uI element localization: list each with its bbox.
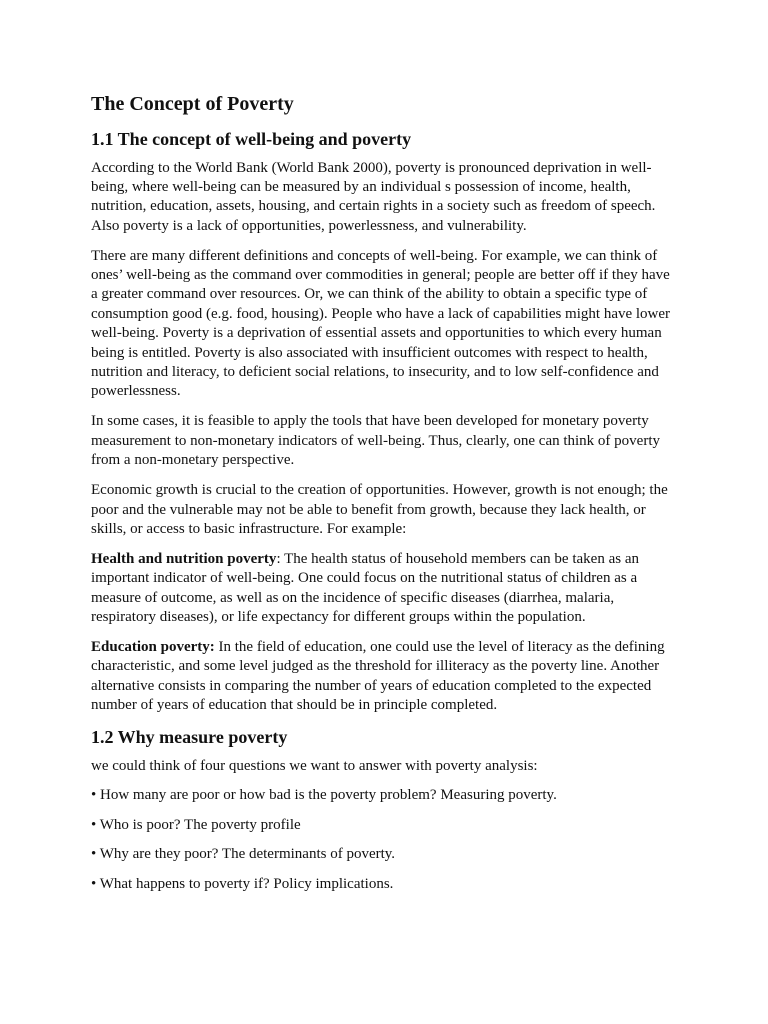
list-item: • Why are they poor? The determinants of poverty.	[91, 846, 396, 863]
list-item: • How many are poor or how bad is the poverty problem? Measuring poverty.	[91, 787, 557, 804]
section-1-paragraph-1: According to the World Bank (World Bank 2000), poverty is pronounced deprivation in well-being, where well-being can be measured by an individual s possession of income, health, nutrition, education, assets, housing, and certain rights in a society such as freedom of speech. Also poverty is a lack of opportunities, powerlessness, and vulnerability.	[91, 159, 656, 234]
health-poverty-lead: Health and nutrition poverty	[91, 550, 277, 567]
section-2-heading: 1.2 Why measure poverty	[91, 727, 288, 748]
list-item: • What happens to poverty if? Policy implications.	[91, 875, 394, 892]
health-poverty-text: : The health status of household members can be taken as an important indicator of well-being. One could focus on the nutritional status of children as a measure of outcome, as well as on the incidence of specific diseases (diarrhea, malaria, respiratory diseases), or life expectancy for different groups within the population.	[91, 550, 639, 626]
education-poverty-text: In the field of education, one could use the level of literacy as the defining characteristic, and some level judged as the threshold for illiteracy as the poverty line. Another alternative consists in comparing the number of years of education completed to the expected number of years of education that should be in principle completed.	[91, 638, 665, 714]
section-1-paragraph-4: Economic growth is crucial to the creation of opportunities. However, growth is not enough; the poor and the vulnerable may not be able to benefit from growth, because they lack health, or skills, or access to basic infrastructure. For example:	[91, 482, 668, 537]
education-poverty-lead: Education poverty:	[91, 638, 215, 655]
section-1-heading: 1.1 The concept of well-being and poverty	[91, 129, 412, 149]
section-1-paragraph-2: There are many different definitions and concepts of well-being. For example, we can think of ones’ well-being as the command over commodities in general; people are better off if they have a greater command over resources. Or, we can think of the ability to obtain a specific type of consumption good (e.g. food, housing). People who have a lack of capabilities might have lower well-being. Poverty is a deprivation of essential assets and opportunities to which every human being is entitled. Poverty is also associated with insufficient outcomes with respect to health, nutrition and literacy, to deficient social relations, to insecurity, and to low self-confidence and powerlessness.	[91, 247, 671, 400]
education-poverty-paragraph	[91, 638, 676, 716]
document-title: The Concept of Poverty	[91, 93, 294, 115]
health-poverty-paragraph	[91, 550, 676, 628]
list-item: • Who is poor? The poverty profile	[91, 816, 301, 833]
section-1-paragraph-3: In some cases, it is feasible to apply the tools that have been developed for monetary poverty measurement to non-monetary indicators of well-being. Thus, clearly, one can think of poverty from a non-monetary perspective.	[91, 413, 660, 469]
section-2-intro: we could think of four questions we want to answer with poverty analysis:	[91, 757, 538, 774]
